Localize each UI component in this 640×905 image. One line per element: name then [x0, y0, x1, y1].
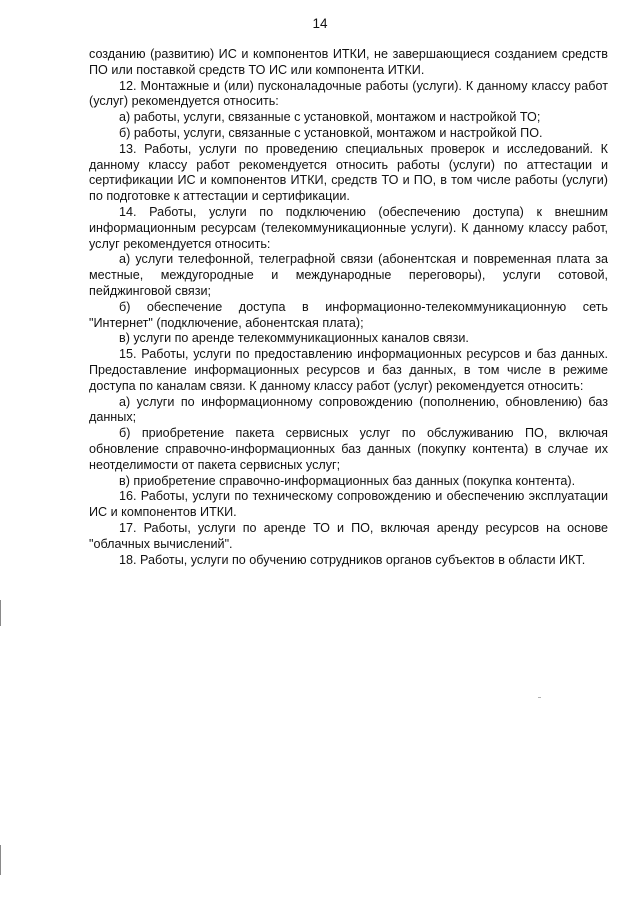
- paragraph-item-14v: в) услуги по аренде телекоммуникационных каналов связи.: [119, 331, 469, 346]
- paragraph-item-12: 12. Монтажные и (или) пусконаладочные работы (услуги). К данному классу работ (услуг) рекомендуется относить:: [89, 78, 608, 109]
- paragraph-item-15a: а) услуги по информационному сопровождению (пополнению, обновлению) баз данных;: [89, 394, 608, 425]
- paragraph-item-15v: в) приобретение справочно-информационных баз данных (покупка контента).: [119, 473, 576, 488]
- paragraph-item-12a: а) работы, услуги, связанные с установкой, монтажом и настройкой ТО;: [119, 110, 541, 125]
- scan-dust-mark: [538, 697, 541, 698]
- paragraph-item-13: 13. Работы, услуги по проведению специальных проверок и исследований. К данному классу работ рекомендуется относить работы (услуги) по аттестации и сертификации ИС и компонентов ИТКИ, средств ТО и ПО, в том числе работы (услуги) по подготовке к аттестации и сертификации.: [89, 141, 608, 204]
- paragraph-item-15b: б) приобретение пакета сервисных услуг по обслуживанию ПО, включая обновление справочно-информационных баз данных (покупку контента) в случае их неотделимости от пакета сервисных услуг;: [89, 426, 608, 472]
- paragraph-item-14: 14. Работы, услуги по подключению (обеспечению доступа) к внешним информационным ресурсам (телекоммуникационные услуги). К данному классу работ, услуг рекомендуется относить:: [89, 204, 608, 251]
- paragraph-continuation: созданию (развитию) ИС и компонентов ИТКИ, не завершающиеся созданием средств ПО или поставкой средств ТО ИС или компонента ИТКИ.: [89, 47, 608, 77]
- paragraph-item-16: 16. Работы, услуги по техническому сопровождению и обеспечению эксплуатации ИС и компонентов ИТКИ.: [89, 489, 608, 520]
- document-body: [89, 47, 608, 568]
- paragraph-item-14b: б) обеспечение доступа в информационно-телекоммуникационную сеть "Интернет" (подключение, абонентская плата);: [89, 299, 608, 330]
- page-number: 14: [312, 16, 328, 31]
- paragraph-item-12b: б) работы, услуги, связанные с установкой, монтажом и настройкой ПО.: [119, 125, 543, 140]
- paragraph-item-14a: а) услуги телефонной, телеграфной связи (абонентская и повременная плата за местные, междугородные и международные переговоры), услуги сотовой, пейджинговой связи;: [89, 252, 608, 298]
- paragraph-item-15: 15. Работы, услуги по предоставлению информационных ресурсов и баз данных. Предоставление информационных ресурсов и баз данных, в том числе в режиме доступа по каналам связи. К данному классу работ (услуг) рекомендуется относить:: [89, 347, 608, 393]
- paragraph-item-17: 17. Работы, услуги по аренде ТО и ПО, включая аренду ресурсов на основе "облачных вычислений".: [89, 520, 608, 551]
- scan-edge-mark: [0, 600, 1, 626]
- scan-edge-mark: [0, 845, 1, 875]
- paragraph-item-18: 18. Работы, услуги по обучению сотрудников органов субъектов в области ИКТ.: [119, 552, 586, 567]
